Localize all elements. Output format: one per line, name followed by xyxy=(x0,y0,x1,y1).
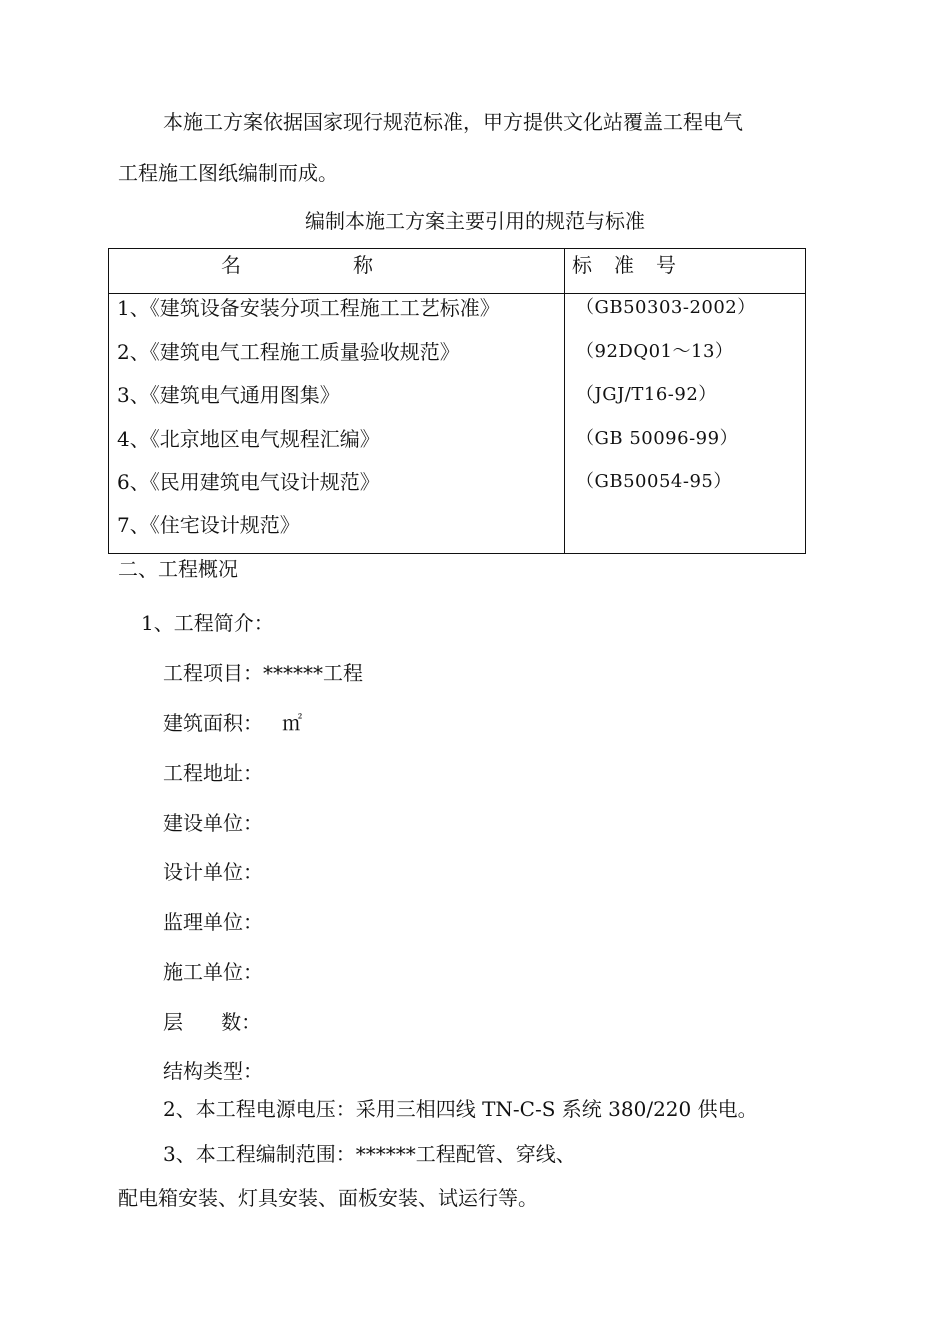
paragraph-scope-continued: 配电箱安装、灯具安装、面板安装、试运行等。 xyxy=(118,1186,538,1210)
table-row-standard: （JGJ/T16-92） xyxy=(576,384,717,405)
field-address: 工程地址： xyxy=(163,761,263,785)
header-name xyxy=(221,249,373,278)
header-std-char-3: 号 xyxy=(656,253,676,277)
reference-standards-table xyxy=(108,248,806,554)
header-name-char-1: 名 xyxy=(221,253,241,277)
field-supervisor: 监理单位： xyxy=(163,910,263,934)
field-project: 工程项目：******工程 xyxy=(163,661,363,685)
header-name-char-2: 称 xyxy=(353,253,373,277)
section-2-title: 二、工程概况 xyxy=(118,557,238,581)
table-row-name: 7、《住宅设计规范》 xyxy=(117,513,300,537)
table-row-standard: （GB 50096-99） xyxy=(576,428,739,449)
table-row-name: 6、《民用建筑电气设计规范》 xyxy=(117,470,380,494)
header-std-char-2: 准 xyxy=(614,253,634,277)
table-row-name: 4、《北京地区电气规程汇编》 xyxy=(117,427,380,451)
table-row-standard: （92DQ01～13） xyxy=(576,341,734,362)
table-row-standard: （GB50054-95） xyxy=(576,471,732,492)
table-row-name: 1、《建筑设备安装分项工程施工工艺标准》 xyxy=(117,296,500,320)
intro-line-2: 工程施工图纸编制而成。 xyxy=(118,161,338,185)
paragraph-power-supply: 2、本工程电源电压：采用三相四线 TN-C-S 系统 380/220 供电。 xyxy=(163,1097,758,1121)
table-caption: 编制本施工方案主要引用的规范与标准 xyxy=(305,209,645,233)
subsection-1-title: 1、工程简介： xyxy=(141,611,274,635)
intro-line-1: 本施工方案依据国家现行规范标准，甲方提供文化站覆盖工程电气 xyxy=(163,110,743,134)
field-contractor: 施工单位： xyxy=(163,960,263,984)
field-structure-type: 结构类型： xyxy=(163,1059,263,1083)
header-standard-number xyxy=(572,249,676,278)
table-row-name: 2、《建筑电气工程施工质量验收规范》 xyxy=(117,340,460,364)
header-std-char-1: 标 xyxy=(572,253,592,277)
field-designer: 设计单位： xyxy=(163,860,263,884)
paragraph-scope: 3、本工程编制范围：******工程配管、穿线、 xyxy=(163,1142,576,1166)
field-area: 建筑面积： ㎡ xyxy=(163,711,303,735)
table-column-divider xyxy=(564,249,565,553)
field-owner: 建设单位： xyxy=(163,811,263,835)
field-floors: 层 数： xyxy=(163,1010,262,1034)
table-row-standard: （GB50303-2002） xyxy=(576,297,756,318)
table-row-name: 3、《建筑电气通用图集》 xyxy=(117,383,340,407)
